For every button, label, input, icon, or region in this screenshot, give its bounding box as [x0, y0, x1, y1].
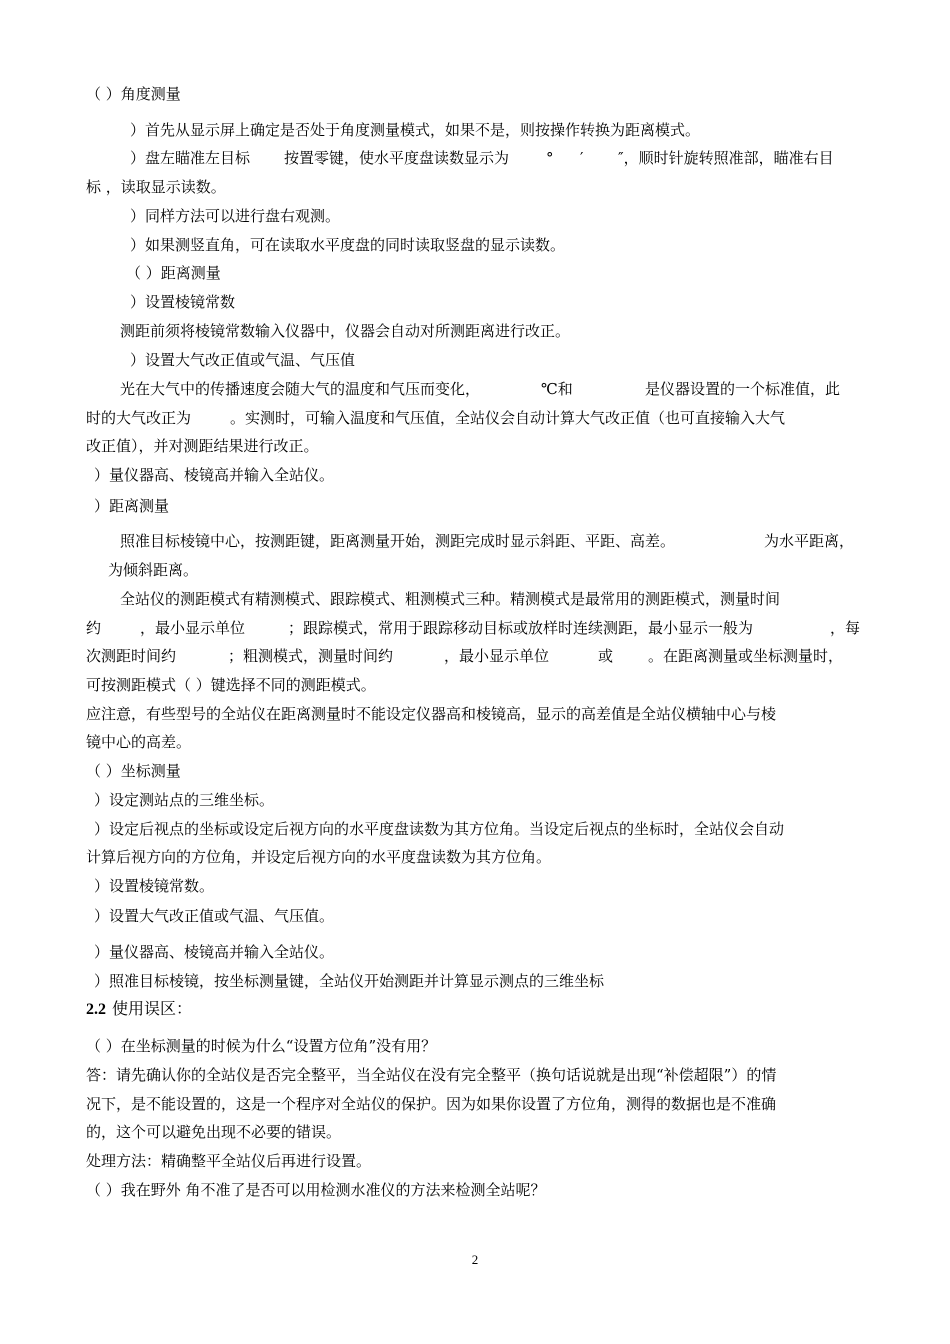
page-number: 2 — [471, 1252, 479, 1267]
body-paragraph: 次测距时间约 — [86, 647, 177, 665]
faq-answer: 况下，是不能设置的，这是一个程序对全站仪的保护。因为如果你设置了方位角，测得的数据也是不准确 — [86, 1095, 777, 1113]
body-paragraph: ；跟踪模式，常用于跟踪移动目标或放样时连续测距，最小显示一般为 — [288, 619, 754, 637]
step-paragraph: ）首先从显示屏上确定是否处于角度测量模式，如果不是，则按操作转换为距离模式。 — [130, 121, 701, 139]
step-paragraph: ）设定后视点的坐标或设定后视方向的水平度盘读数为其方位角。当设定后视点的坐标时，全站仪会自动 — [94, 820, 785, 838]
body-paragraph: 。在距离测量或坐标测量时， — [648, 647, 844, 665]
section-heading — [86, 998, 192, 1021]
step-paragraph: ）设定测站点的三维坐标。 — [94, 791, 275, 809]
section-angle-measurement: （ ）角度测量 — [86, 85, 181, 103]
body-paragraph: ，每 — [830, 619, 861, 637]
section-number: 2.2 — [86, 1001, 106, 1018]
step-paragraph: ）同样方法可以进行盘右观测。 — [130, 207, 341, 225]
faq-answer: 处理方法：精确整平全站仪后再进行设置。 — [86, 1152, 372, 1170]
body-paragraph: ℃和 — [541, 380, 573, 398]
body-paragraph: ，最小显示单位 — [140, 619, 246, 637]
step-paragraph: ）盘左瞄准左目标 — [130, 149, 251, 167]
step-paragraph: ）如果测竖直角，可在读取水平度盘的同时读取竖盘的显示读数。 — [130, 236, 566, 254]
body-paragraph: ，最小显示单位 — [444, 647, 550, 665]
body-paragraph: ；粗测模式，测量时间约 — [228, 647, 394, 665]
body-paragraph: 测距前须将棱镜常数输入仪器中，仪器会自动对所测距离进行改正。 — [120, 322, 571, 340]
body-paragraph: 。实测时，可输入温度和气压值，全站仪会自动计算大气改正值（也可直接输入大气 — [230, 409, 786, 427]
step-paragraph: ）照准目标棱镜，按坐标测量键，全站仪开始测距并计算显示测点的三维坐标 — [94, 972, 605, 990]
faq-answer: 答：请先确认你的全站仪是否完全整平，当全站仪在没有完全整平（换句话说就是出现“补偿超限”）的情 — [86, 1066, 777, 1084]
note-paragraph: 镜中心的高差。 — [86, 733, 192, 751]
body-paragraph: 可按测距模式（ ）键选择不同的测距模式。 — [86, 676, 376, 694]
note-paragraph: 应注意，有些型号的全站仪在距离测量时不能设定仪器高和棱镜高，显示的高差值是全站仪横轴中心与棱 — [86, 705, 777, 723]
section-distance-measurement: （ ）距离测量 — [126, 264, 221, 282]
section-coordinate-measurement: （ ）坐标测量 — [86, 762, 181, 780]
step-paragraph: 标 ，读取显示读数。 — [86, 178, 226, 196]
body-paragraph: 照准目标棱镜中心，按测距键，距离测量开始，测距完成时显示斜距、平距、高差。 — [120, 532, 676, 550]
degree-symbol: ° — [546, 149, 554, 167]
body-paragraph: 是仪器设置的一个标准值，此 — [645, 380, 841, 398]
step-paragraph: 按置零键，使水平度盘读数显示为 — [284, 149, 510, 167]
body-paragraph: 光在大气中的传播速度会随大气的温度和气压而变化， — [120, 380, 481, 398]
step-paragraph: ）量仪器高、棱镜高并输入全站仪。 — [94, 943, 335, 961]
body-paragraph: 改正值），并对测距结果进行改正。 — [86, 437, 319, 455]
body-paragraph — [86, 589, 862, 609]
step-paragraph: ）设置大气改正值或气温、气压值 — [130, 351, 356, 369]
body-paragraph: 约 — [86, 619, 102, 637]
body-paragraph: 为倾斜距离。 — [108, 561, 199, 579]
step-paragraph: ）设置棱镜常数。 — [94, 877, 215, 895]
faq-question: （ ）我在野外 角不准了是否可以用检测水准仪的方法来检测全站呢？ — [86, 1181, 546, 1199]
step-paragraph: 计算后视方向的方位角，并设定后视方向的水平度盘读数为其方位角。 — [86, 848, 552, 866]
section-title: 使用误区： — [112, 999, 193, 1018]
step-paragraph: ）量仪器高、棱镜高并输入全站仪。 — [94, 466, 335, 484]
faq-question: （ ）在坐标测量的时候为什么“设置方位角”没有用？ — [86, 1037, 437, 1055]
body-paragraph: 时的大气改正为 — [86, 409, 192, 427]
step-paragraph: ）设置棱镜常数 — [130, 293, 236, 311]
minute-symbol: ′ — [580, 149, 584, 167]
step-paragraph: ）距离测量 — [94, 497, 170, 515]
body-paragraph: 为水平距离， — [764, 532, 855, 550]
step-paragraph: ″，顺时针旋转照准部，瞄准右目 — [618, 149, 834, 167]
step-paragraph: ）设置大气改正值或气温、气压值。 — [94, 907, 335, 925]
faq-answer: 的，这个可以避免出现不必要的错误。 — [86, 1123, 342, 1141]
body-paragraph: 或 — [598, 647, 614, 665]
body-text: 全站仪的测距模式有精测模式、跟踪模式、粗测模式三种。精测模式是最常用的测距模式，测量时间 — [120, 590, 781, 608]
